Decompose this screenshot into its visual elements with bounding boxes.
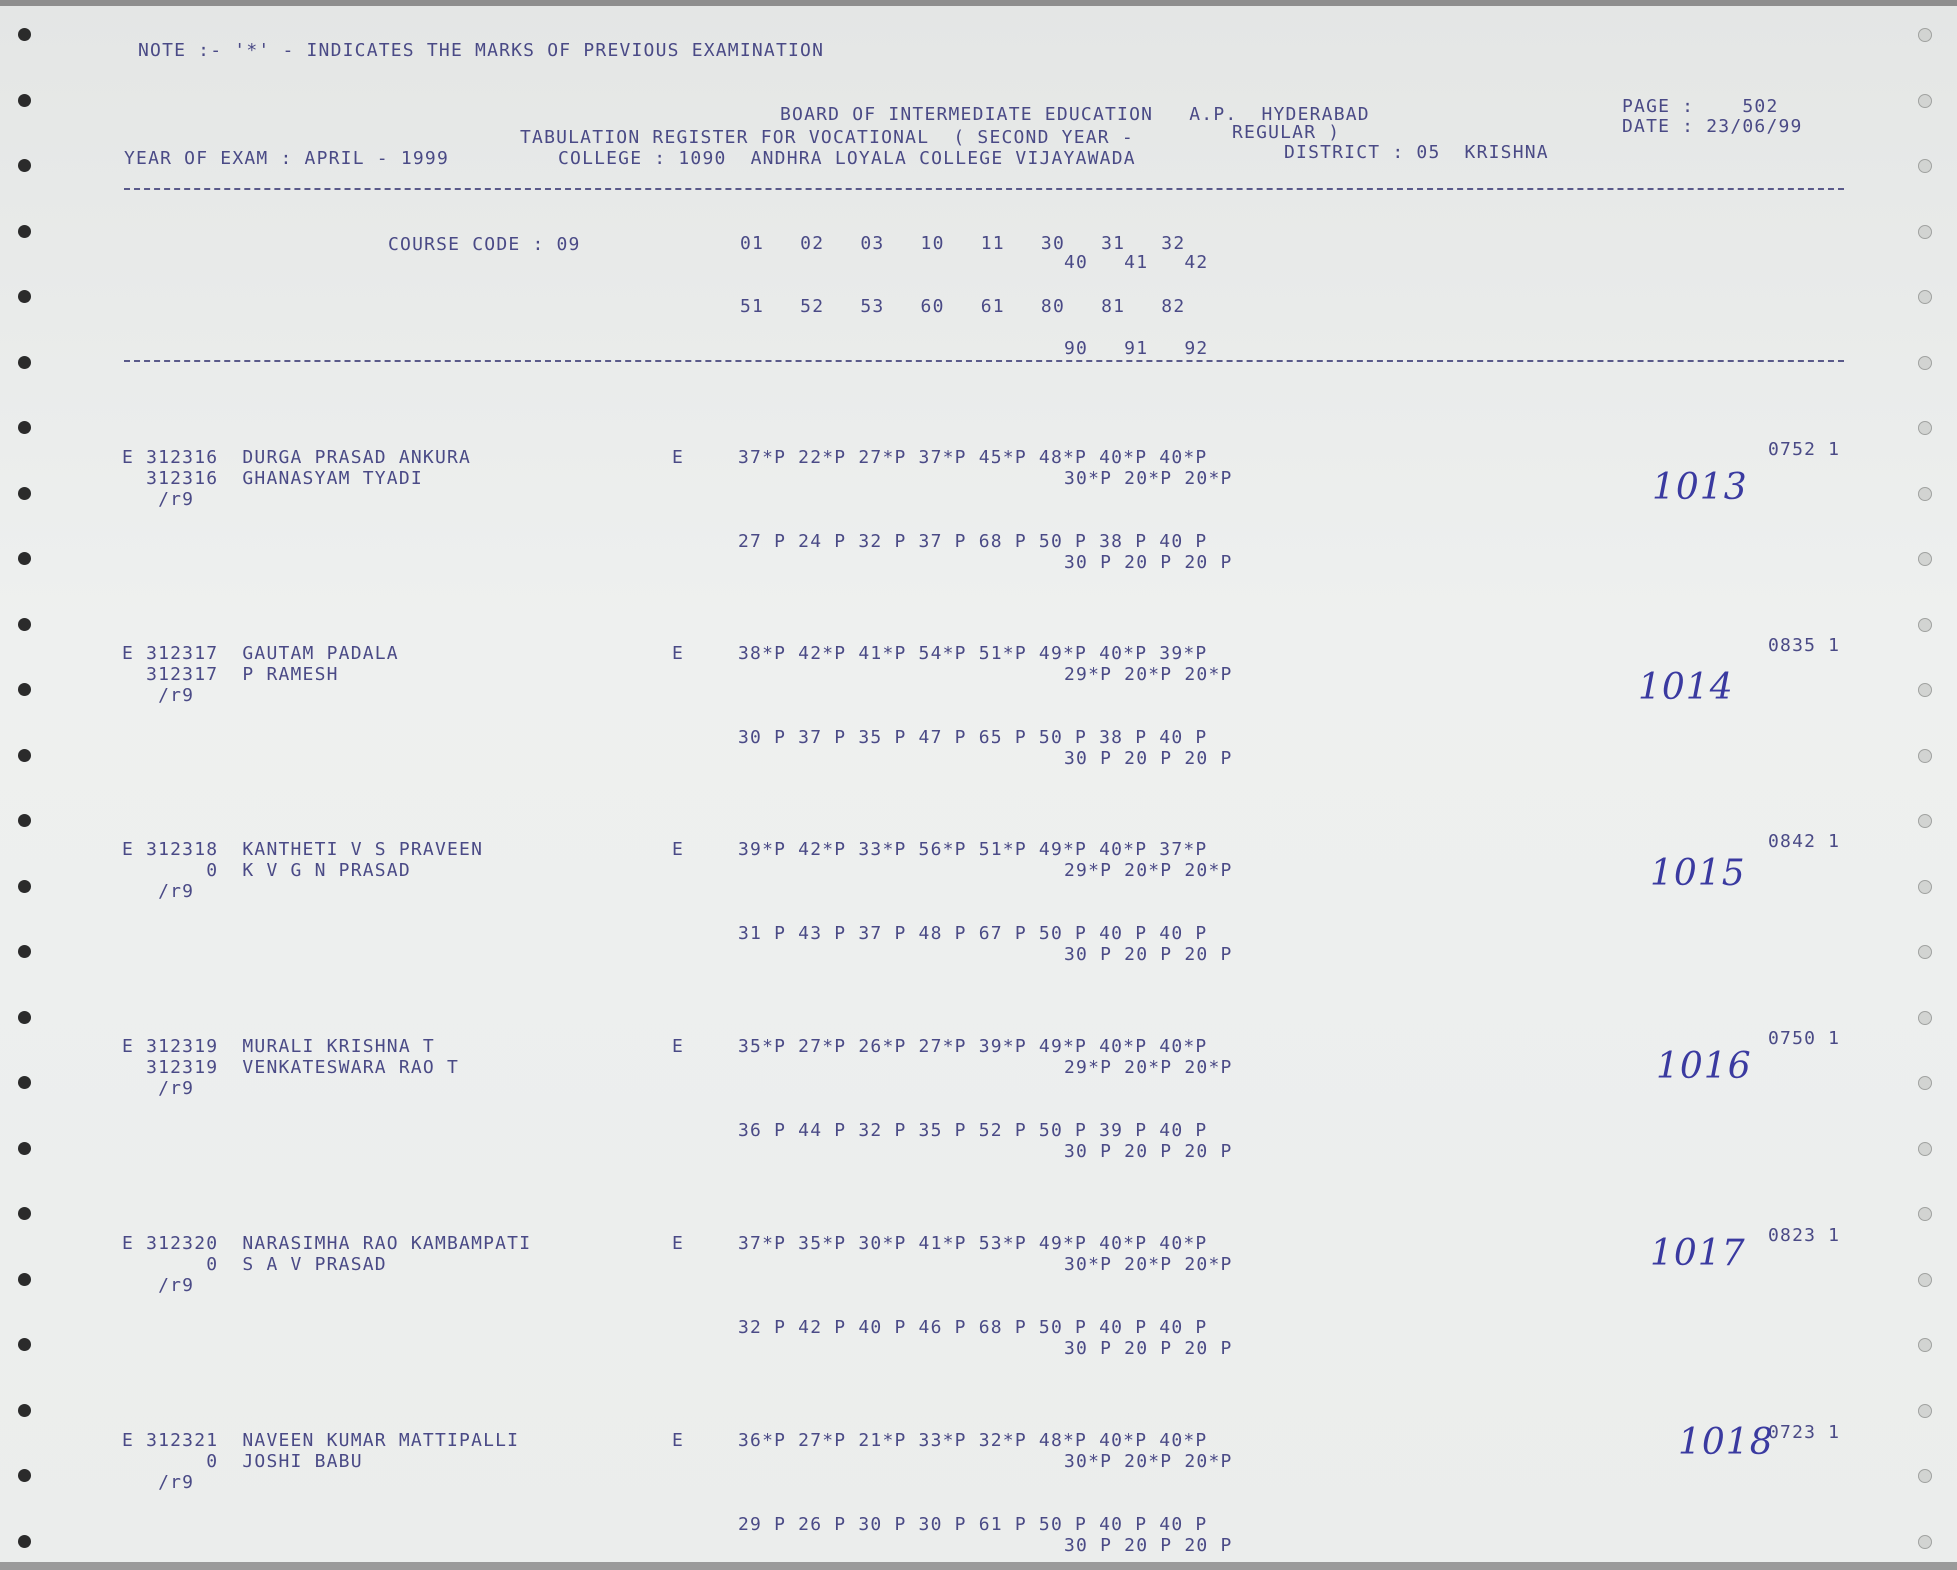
feed-hole <box>1918 618 1932 632</box>
student-line-3: /r9 <box>122 489 195 510</box>
previous-marks-row1: 36*P 27*P 21*P 33*P 32*P 48*P 40*P 40*P <box>738 1430 1208 1451</box>
subject-codes-row2: 51 52 53 60 61 80 81 82 <box>740 296 1186 317</box>
handwritten-serial: 1013 <box>1652 467 1748 508</box>
student-line-3: /r9 <box>122 1472 195 1493</box>
student-line-3: /r9 <box>122 1275 195 1296</box>
college-line: COLLEGE : 1090 ANDHRA LOYALA COLLEGE VIJAYAWADA <box>558 148 1136 169</box>
feed-hole <box>1918 552 1932 566</box>
paper-bottom-edge <box>0 1562 1957 1570</box>
student-line-1: E 312316 DURGA PRASAD ANKURA <box>122 447 472 468</box>
feed-hole <box>18 749 31 762</box>
course-code: COURSE CODE : 09 <box>388 234 581 255</box>
reference-number: 0842 1 <box>1768 831 1841 852</box>
feed-hole <box>1918 1011 1932 1025</box>
feed-hole <box>18 94 31 107</box>
feed-hole <box>18 225 31 238</box>
feed-hole <box>18 159 31 172</box>
group-code: E <box>672 1430 685 1451</box>
feed-hole <box>18 618 31 631</box>
group-code: E <box>672 1233 685 1254</box>
current-marks-row2: 30 P 20 P 20 P <box>1064 1535 1233 1556</box>
reference-number: 0752 1 <box>1768 439 1841 460</box>
feed-hole <box>18 1011 31 1024</box>
previous-marks-row2: 29*P 20*P 20*P <box>1064 1057 1233 1078</box>
student-line-3: /r9 <box>122 1078 195 1099</box>
previous-marks-row1: 37*P 35*P 30*P 41*P 53*P 49*P 40*P 40*P <box>738 1233 1208 1254</box>
student-line-2: 312319 VENKATESWARA RAO T <box>122 1057 460 1078</box>
feed-hole <box>1918 1076 1932 1090</box>
feed-hole <box>1918 945 1932 959</box>
student-line-3: /r9 <box>122 685 195 706</box>
subject-codes-row3: 90 91 92 <box>1064 338 1209 359</box>
current-marks-row1: 27 P 24 P 32 P 37 P 68 P 50 P 38 P 40 P <box>738 531 1208 552</box>
feed-hole <box>18 1404 31 1417</box>
feed-hole <box>18 945 31 958</box>
feed-hole <box>18 1076 31 1089</box>
feed-hole <box>18 1142 31 1155</box>
student-line-1: E 312321 NAVEEN KUMAR MATTIPALLI <box>122 1430 520 1451</box>
previous-marks-row1: 37*P 22*P 27*P 37*P 45*P 48*P 40*P 40*P <box>738 447 1208 468</box>
feed-hole <box>18 814 31 827</box>
group-code: E <box>672 839 685 860</box>
page-number: PAGE : 502 <box>1622 96 1779 117</box>
feed-hole <box>1918 1207 1932 1221</box>
feed-hole <box>1918 1535 1932 1549</box>
student-line-2: 0 S A V PRASAD <box>122 1254 387 1275</box>
feed-hole <box>18 1273 31 1286</box>
feed-hole <box>18 28 31 41</box>
reference-number: 0823 1 <box>1768 1225 1841 1246</box>
previous-marks-row1: 35*P 27*P 26*P 27*P 39*P 49*P 40*P 40*P <box>738 1036 1208 1057</box>
student-line-1: E 312317 GAUTAM PADALA <box>122 643 399 664</box>
student-line-3: /r9 <box>122 881 195 902</box>
feed-hole <box>18 1535 31 1548</box>
student-line-2: 312317 P RAMESH <box>122 664 339 685</box>
student-line-2: 0 JOSHI BABU <box>122 1451 363 1472</box>
feed-hole <box>1918 1469 1932 1483</box>
handwritten-serial: 1017 <box>1650 1233 1746 1274</box>
feed-hole <box>1918 683 1932 697</box>
group-code: E <box>672 643 685 664</box>
feed-hole <box>18 356 31 369</box>
handwritten-serial: 1016 <box>1656 1046 1752 1087</box>
feed-hole <box>1918 225 1932 239</box>
feed-hole <box>1918 421 1932 435</box>
feed-hole <box>18 421 31 434</box>
subject-codes-row1: 01 02 03 10 11 30 31 32 <box>740 233 1186 254</box>
previous-marks-row2: 30*P 20*P 20*P <box>1064 1254 1233 1275</box>
handwritten-serial: 1018 <box>1678 1422 1774 1463</box>
current-marks-row2: 30 P 20 P 20 P <box>1064 1141 1233 1162</box>
reference-number: 0835 1 <box>1768 635 1841 656</box>
current-marks-row2: 30 P 20 P 20 P <box>1064 944 1233 965</box>
regular-label: REGULAR ) <box>1232 122 1341 143</box>
reference-number: 0750 1 <box>1768 1028 1841 1049</box>
feed-hole <box>1918 356 1932 370</box>
student-line-2: 312316 GHANASYAM TYADI <box>122 468 423 489</box>
header-divider-bottom <box>124 360 1844 362</box>
header-divider-top <box>124 188 1844 190</box>
board-title: BOARD OF INTERMEDIATE EDUCATION A.P. HYDERABAD <box>780 104 1370 125</box>
print-date: DATE : 23/06/99 <box>1622 116 1803 137</box>
feed-hole <box>1918 1404 1932 1418</box>
feed-hole <box>18 1207 31 1220</box>
current-marks-row2: 30 P 20 P 20 P <box>1064 1338 1233 1359</box>
feed-hole <box>1918 814 1932 828</box>
feed-hole <box>1918 1338 1932 1352</box>
feed-hole <box>18 1338 31 1351</box>
group-code: E <box>672 1036 685 1057</box>
student-line-2: 0 K V G N PRASAD <box>122 860 411 881</box>
feed-hole <box>1918 94 1932 108</box>
previous-marks-row2: 30*P 20*P 20*P <box>1064 468 1233 489</box>
feed-hole <box>1918 1142 1932 1156</box>
year-of-exam: YEAR OF EXAM : APRIL - 1999 <box>124 148 449 169</box>
feed-hole <box>1918 1273 1932 1287</box>
subject-codes-row1b: 40 41 42 <box>1064 252 1209 273</box>
student-line-1: E 312319 MURALI KRISHNA T <box>122 1036 435 1057</box>
paper-top-edge <box>0 0 1957 6</box>
current-marks-row1: 30 P 37 P 35 P 47 P 65 P 50 P 38 P 40 P <box>738 727 1208 748</box>
current-marks-row1: 36 P 44 P 32 P 35 P 52 P 50 P 39 P 40 P <box>738 1120 1208 1141</box>
feed-hole <box>1918 159 1932 173</box>
feed-hole <box>1918 749 1932 763</box>
feed-hole <box>18 487 31 500</box>
student-line-1: E 312318 KANTHETI V S PRAVEEN <box>122 839 484 860</box>
reference-number: 0723 1 <box>1768 1422 1841 1443</box>
current-marks-row1: 29 P 26 P 30 P 30 P 61 P 50 P 40 P 40 P <box>738 1514 1208 1535</box>
feed-hole <box>18 880 31 893</box>
register-title: TABULATION REGISTER FOR VOCATIONAL ( SECOND YEAR - <box>520 127 1134 148</box>
note-line: NOTE :- '*' - INDICATES THE MARKS OF PREVIOUS EXAMINATION <box>138 40 825 61</box>
current-marks-row2: 30 P 20 P 20 P <box>1064 552 1233 573</box>
student-line-1: E 312320 NARASIMHA RAO KAMBAMPATI <box>122 1233 532 1254</box>
handwritten-serial: 1014 <box>1638 667 1734 708</box>
current-marks-row1: 31 P 43 P 37 P 48 P 67 P 50 P 40 P 40 P <box>738 923 1208 944</box>
previous-marks-row1: 39*P 42*P 33*P 56*P 51*P 49*P 40*P 37*P <box>738 839 1208 860</box>
feed-hole <box>1918 880 1932 894</box>
feed-hole <box>1918 28 1932 42</box>
feed-hole <box>18 683 31 696</box>
handwritten-serial: 1015 <box>1650 853 1746 894</box>
previous-marks-row2: 30*P 20*P 20*P <box>1064 1451 1233 1472</box>
group-code: E <box>672 447 685 468</box>
previous-marks-row2: 29*P 20*P 20*P <box>1064 860 1233 881</box>
feed-hole <box>1918 487 1932 501</box>
current-marks-row1: 32 P 42 P 40 P 46 P 68 P 50 P 40 P 40 P <box>738 1317 1208 1338</box>
feed-hole <box>18 1469 31 1482</box>
feed-hole <box>18 290 31 303</box>
previous-marks-row2: 29*P 20*P 20*P <box>1064 664 1233 685</box>
previous-marks-row1: 38*P 42*P 41*P 54*P 51*P 49*P 40*P 39*P <box>738 643 1208 664</box>
feed-hole <box>18 552 31 565</box>
current-marks-row2: 30 P 20 P 20 P <box>1064 748 1233 769</box>
district-line: DISTRICT : 05 KRISHNA <box>1284 142 1549 163</box>
feed-hole <box>1918 290 1932 304</box>
